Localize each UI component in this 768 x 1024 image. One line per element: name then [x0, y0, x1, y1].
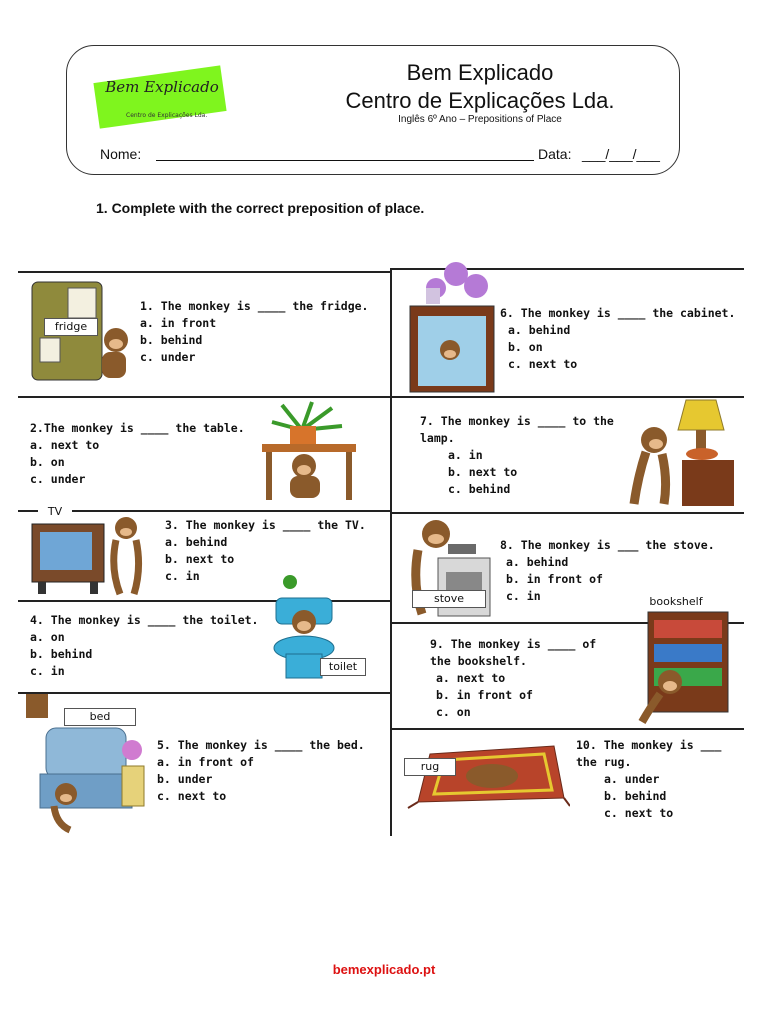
grid-line	[390, 728, 744, 730]
rug-tag: rug	[404, 758, 456, 776]
table-monkey-illustration	[252, 400, 360, 504]
question-9: 9. The monkey is ____ of the bookshelf. a. next to b. in front of c. on	[430, 637, 597, 719]
date-field[interactable]: ___/___/___	[582, 146, 660, 162]
question-2: 2.The monkey is ____ the table. a. next to b. on c. under	[30, 421, 245, 486]
bed-tag: bed	[64, 708, 136, 726]
lamp-icon	[118, 738, 148, 812]
stove-tag: stove	[412, 590, 486, 608]
question-5: 5. The monkey is ____ the bed. a. in front of b. under c. next to	[157, 738, 365, 803]
toilet-tag: toilet	[320, 658, 366, 676]
header-title: Bem Explicado	[406, 60, 554, 85]
grid-line	[18, 396, 390, 398]
logo	[96, 66, 228, 126]
header-company: Centro de Explicações Lda.	[345, 88, 615, 113]
question-8: 8. The monkey is ___ the stove. a. behind b. in front of c. in	[500, 538, 715, 603]
question-4: 4. The monkey is ____ the toilet. a. on b. behind c. in	[30, 613, 259, 678]
lamp-monkey-illustration	[624, 396, 744, 510]
question-3: 3. The monkey is ____ the TV. a. behind b. next to c. in	[165, 518, 366, 583]
grid-line	[18, 271, 390, 273]
logo-background	[93, 65, 226, 128]
logo-title: Bem Explicado	[105, 78, 219, 96]
name-field[interactable]	[156, 160, 534, 161]
date-label: Data:	[538, 146, 572, 162]
cabinet-monkey-illustration	[406, 258, 500, 396]
question-6: 6. The monkey is ____ the cabinet. a. behind b. on c. next to	[500, 306, 736, 371]
logo-subtitle: Centro de Explicações Lda.	[126, 112, 208, 119]
header-subtitle: Inglês 6º Ano – Prepositions of Place	[398, 114, 562, 125]
question-1: 1. The monkey is ____ the fridge. a. in front b. behind c. under	[140, 299, 369, 364]
fridge-tag: fridge	[44, 318, 98, 336]
bookshelf-monkey-illustration	[630, 608, 734, 724]
instruction: 1. Complete with the correct preposition of place.	[96, 200, 425, 216]
question-7: 7. The monkey is ____ to the lamp. a. in b. next to c. behind	[420, 414, 614, 496]
grid-divider	[390, 268, 392, 836]
tv-tag: TV	[38, 504, 72, 520]
name-label: Nome:	[100, 146, 142, 162]
tv-monkey-illustration	[24, 512, 150, 598]
bookshelf-tag: bookshelf	[638, 594, 714, 610]
question-10: 10. The monkey is ___ the rug. a. under b. behind c. next to	[576, 738, 722, 820]
footer-link[interactable]: bemexplicado.pt	[332, 962, 436, 977]
